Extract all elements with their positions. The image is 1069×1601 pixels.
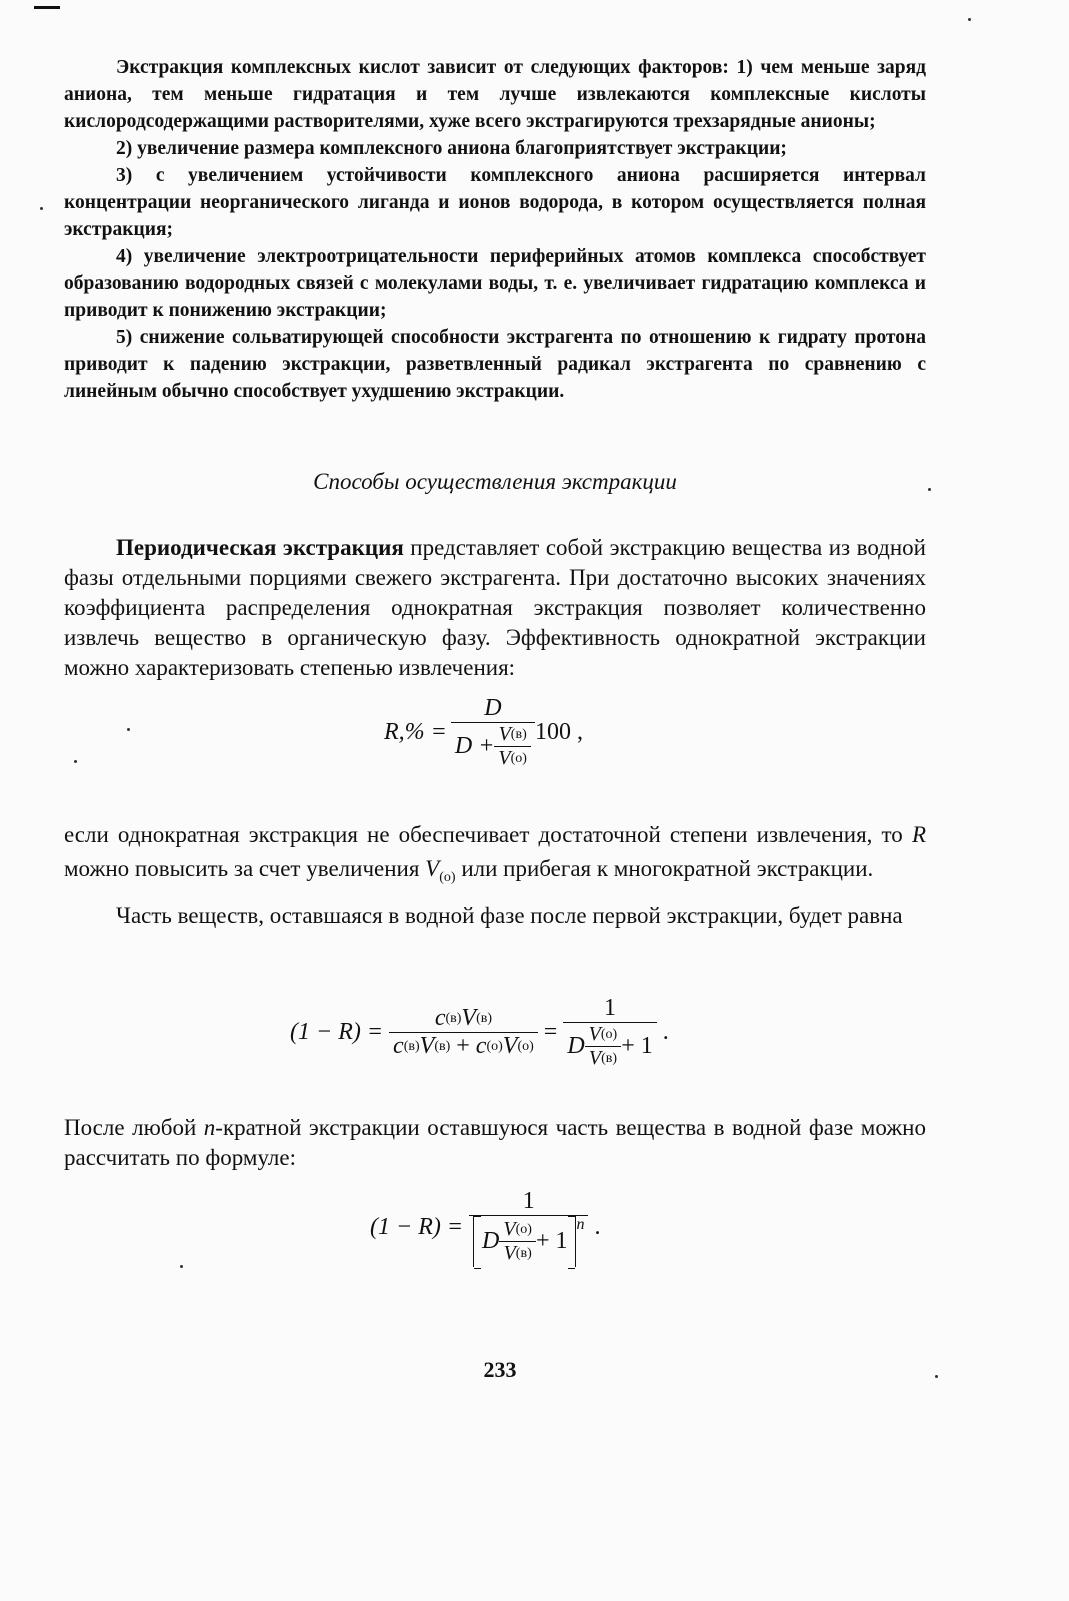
formula2-num-v-sub: (в) [476,1010,493,1026]
formula3-v-top-sub: (о) [515,1221,532,1237]
scan-speck [928,488,931,491]
factors-paragraph-1: Экстракция комплексных кислот зависит от следующих факторов: 1) чем меньше заряд аниона, тем меньше гидратация и тем лучше извлекаются комплексные кислоты кислородсодержащими растворителями, хуже всего экстрагируются трехзарядные анионы; [64,57,926,132]
scan-mark [34,6,60,9]
formula3-d: D [482,1228,500,1254]
after1-text-2: можно повысить за счет увеличения [64,856,426,881]
formula3-exponent: n [576,1216,585,1233]
formula2-den-v2-sub: (о) [517,1038,534,1054]
formula2-eq: = [543,1019,558,1045]
formula3-v-top: V [503,1218,516,1240]
factors-paragraph-5: 5) снижение сольватирующей способности экстрагента по отношению к гидрату протона приводит к падению экстракции, разветвленный радикал экстрагента по сравнению с линейным обычно способствует ухудшению экстракции. [64,327,926,402]
formula1-v-top-sub: (в) [510,726,527,742]
formula2-volume-ratio [585,1023,622,1070]
formula3-v-bot-sub: (в) [515,1245,532,1261]
formula3-one: 1 [522,1188,535,1214]
formula2-den-c1: c [393,1033,404,1059]
section-heading: Способы осуществления экстракции [313,469,677,494]
formula3-plus-one: + 1 [535,1228,568,1254]
formula1-den-d: D + [454,733,495,759]
formula2-den-v1: V [419,1033,435,1059]
formula3-v-bot: V [503,1242,516,1264]
n-extraction-block [64,1113,926,1173]
after1-v-sub: (о) [439,870,456,885]
scan-speck [127,728,130,731]
formula2-num-c: c [434,1005,446,1031]
periodic-lead: Периодическая экстракция [116,535,404,560]
formula3-bracket [473,1216,576,1267]
formula2-ratio-fraction [563,995,656,1070]
formula2-den-c2: c [475,1033,487,1059]
factors-paragraph-4: 4) увеличение электроотрицательности периферийных атомов комплекса способствует образованию водородных связей с молекулами воды, т. е. увеличивает гидратацию комплекса и приводит к понижению экстракции; [64,246,926,321]
formula2-one: 1 [604,995,617,1021]
n-text-1: После любой [64,1115,204,1140]
scan-speck [968,18,971,21]
factors-list [64,54,926,405]
formula-remaining-part [290,995,669,1070]
formula1-volume-ratio [494,723,531,770]
periodic-paragraph [64,533,926,683]
formula1-lhs: R,% = [384,719,447,745]
formula2-d: D [567,1033,585,1059]
factors-paragraph-2: 2) увеличение размера комплексного аниона благоприятствует экстракции; [116,138,787,159]
formula2-end: . [662,1019,669,1045]
formula1-fraction [451,695,535,770]
formula2-plus-one: + 1 [621,1033,653,1059]
formula1-denominator [451,723,535,770]
n-text-2: -кратной экстракции оставшуюся часть вещества в водной фазе можно рассчитать по формуле: [64,1115,926,1170]
scan-speck [40,207,43,210]
formula1-v-bot-sub: (о) [510,750,527,766]
formula2-plus: + [456,1033,470,1059]
part-paragraph: Часть веществ, оставшаяся в водной фазе после первой экстракции, будет равна [116,903,903,928]
formula2-v-bot-sub: (в) [601,1050,618,1066]
formula-recovery [384,695,583,770]
after1-text-1: если однократная экстракция не обеспечивает достаточной степени извлечения, то [64,822,912,847]
formula2-concentration-fraction [389,1005,538,1060]
formula2-den-c2-sub: (о) [486,1038,503,1054]
formula3-end: . [594,1214,601,1240]
formula1-numerator: D [484,695,502,721]
n-variable: n [203,1115,216,1140]
formula2-v-bot: V [588,1047,602,1069]
formula2-den-v2: V [502,1033,518,1059]
scan-speck [935,1375,938,1378]
scan-speck [74,760,77,763]
formula1-v-top: V [498,723,511,745]
periodic-block [64,533,926,683]
formula2-v-top-sub: (о) [600,1026,618,1042]
after-formula1-block [64,818,926,931]
after1-v: V [425,856,440,881]
formula3-lhs: (1 − R) = [370,1214,464,1240]
formula2-num-c-sub: (в) [445,1010,462,1026]
formula2-lhs: (1 − R) = [290,1019,384,1045]
scan-speck [180,1265,183,1268]
formula2-den-v1-sub: (в) [434,1038,451,1054]
formula1-v-bot: V [498,747,511,769]
n-extraction-paragraph [64,1113,926,1173]
formula-n-fold [370,1188,600,1267]
formula3-fraction [469,1188,588,1267]
after-formula1-paragraph [64,818,926,895]
after1-text-3: или прибегая к многократной экстракции. [455,856,874,881]
formula2-v-top: V [588,1023,601,1045]
formula2-num-v: V [461,1005,477,1031]
factors-paragraph-3: 3) с увеличением устойчивости комплексного аниона расширяется интервал концентрации неорганического лиганда и ионов водорода, в котором осуществляется полная экстракция; [64,165,926,240]
after1-r: R [911,822,926,847]
page-number: 233 [483,1357,517,1382]
periodic-text: представляет собой экстракцию вещества из водной фазы отдельными порциями свежего экстрагента. При достаточно высоких значениях коэффициента распределения однократная экстракция позволяет количественно извлечь вещество в органическую фазу. Эффективность однократной экстракции можно характеризовать степенью извлечения: [64,535,926,680]
formula2-den-c1-sub: (в) [403,1038,420,1054]
formula1-tail: 100 , [534,719,583,745]
formula3-volume-ratio [499,1218,536,1265]
